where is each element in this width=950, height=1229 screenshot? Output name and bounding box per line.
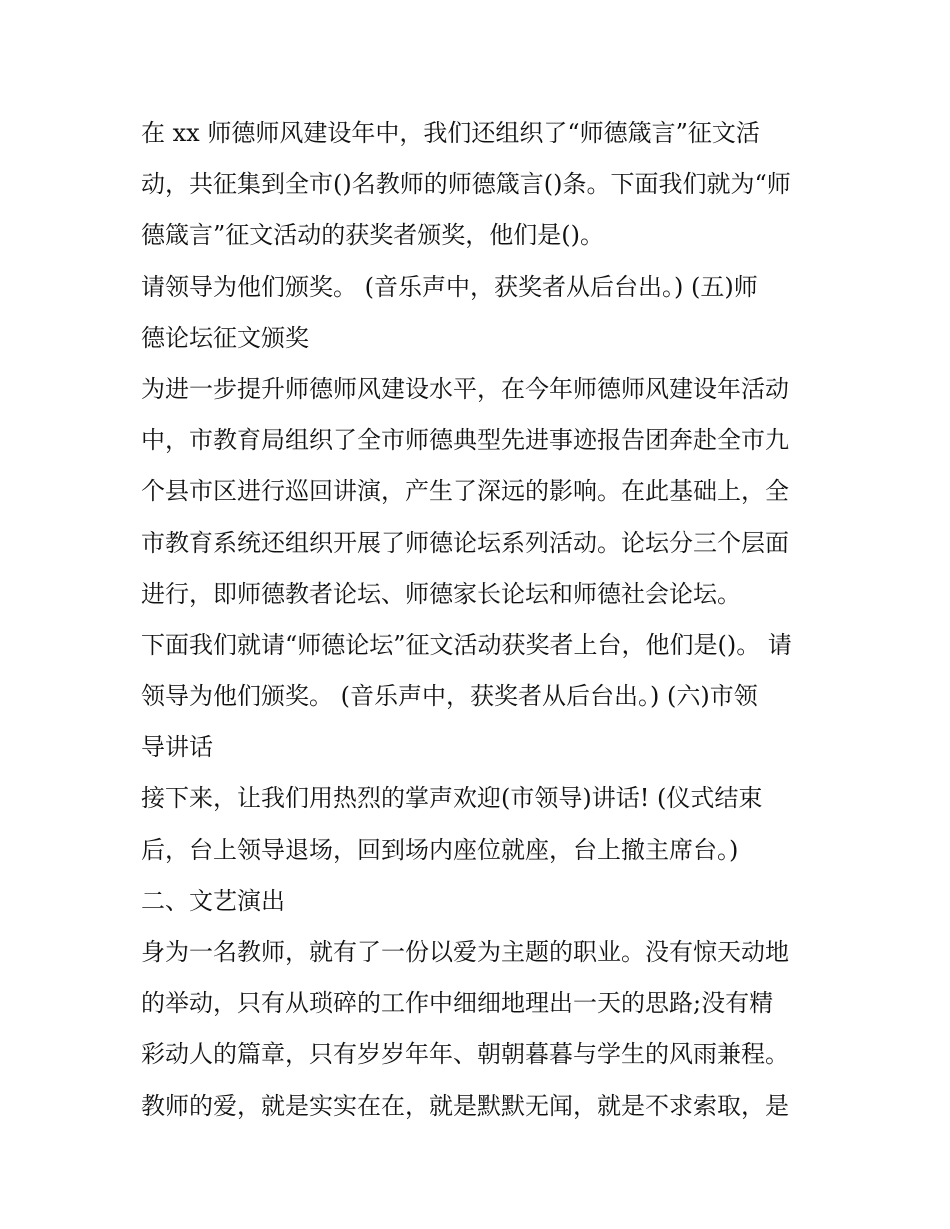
text-line: 德论坛征文颁奖 (141, 323, 309, 352)
text-line: 为进一步提升师德师风建设水平，在今年师德师风建设年活动 (141, 374, 789, 403)
text-line: 接下来，让我们用热烈的掌声欢迎(市领导)讲话! (仪式结束 (141, 784, 763, 813)
text-line: 身为一名教师，就有了一份以爱为主题的职业。没有惊天动地 (141, 938, 789, 966)
text-line: 的举动，只有从琐碎的工作中细细地理出一天的思路;没有精 (141, 989, 774, 1018)
text-line: 彩动人的篇章，只有岁岁年年、朝朝暮暮与学生的风雨兼程。 (141, 1040, 789, 1069)
text-line: 请领导为他们颁奖。 (音乐声中，获奖者从后台出。) (五)师 (141, 272, 758, 301)
text-line: 动，共征集到全市()名教师的师德箴言()条。下面我们就为“师 (141, 170, 791, 199)
text-line: 个县市区进行巡回讲演，产生了深远的影响。在此基础上，全 (141, 477, 789, 506)
text-line: 进行，即师德教者论坛、师德家长论坛和师德社会论坛。 (141, 579, 741, 608)
text-line: 教师的爱，就是实实在在，就是默默无闻，就是不求索取，是 (141, 1091, 789, 1120)
text-line: 中，市教育局组织了全市师德典型先进事迹报告团奔赴全市九 (141, 426, 789, 455)
section-heading: 二、文艺演出 (141, 886, 285, 915)
text-line: 领导为他们颁奖。 (音乐声中，获奖者从后台出。) (六)市领 (141, 682, 758, 711)
text-line: 后，台上领导退场，回到场内座位就座，台上撤主席台。) (141, 835, 739, 864)
text-line: 下面我们就请“师德论坛”征文活动获奖者上台，他们是()。 请 (141, 630, 792, 659)
body-text (141, 108, 821, 1132)
text-line: 德箴言”征文活动的获奖者颁奖，他们是()。 (141, 221, 604, 250)
text-line: 在 xx 师德师风建设年中，我们还组织了“师德箴言”征文活 (141, 119, 760, 147)
text-line: 导讲话 (141, 733, 213, 762)
text-line: 市教育系统还组织开展了师德论坛系列活动。论坛分三个层面 (141, 528, 789, 557)
